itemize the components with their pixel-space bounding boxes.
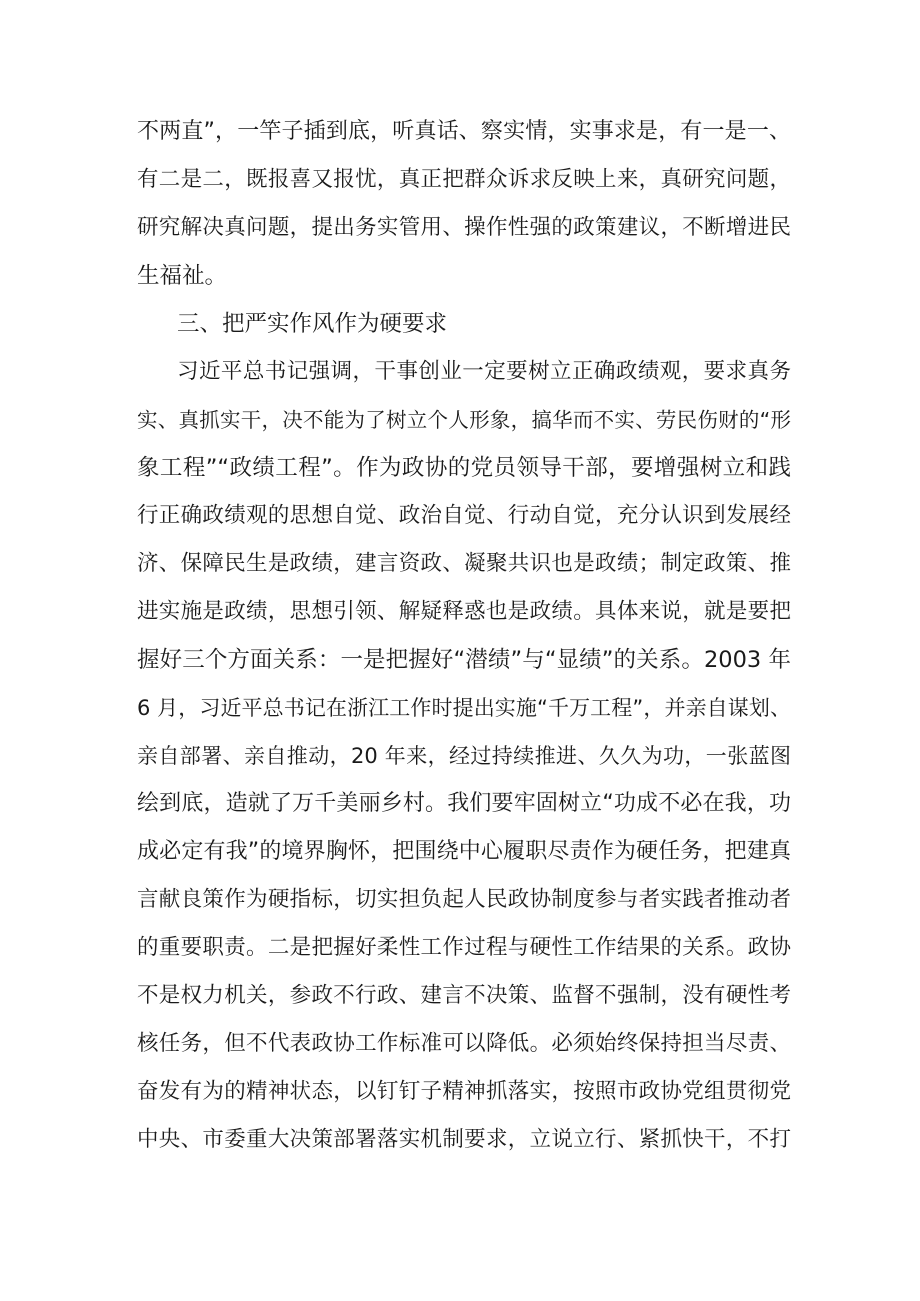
text-line: 奋发有为的精神状态，以钉钉子精神抓落实，按照市政协党组贯彻党: [137, 1079, 791, 1104]
text-line: 的重要职责。二是把握好柔性工作过程与硬性工作结果的关系。政协: [137, 935, 791, 960]
text-line: 进实施是政绩，思想引领、解疑释惑也是政绩。具体来说，就是要把: [137, 599, 791, 624]
text-line: 言献良策作为硬指标，切实担负起人民政协制度参与者实践者推动者: [137, 887, 791, 912]
text-line: 济、保障民生是政绩，建言资政、凝聚共识也是政绩；制定政策、推: [137, 551, 791, 576]
text-line: 不是权力机关，参政不行政、建言不决策、监督不强制，没有硬性考: [137, 983, 791, 1008]
text-line: 握好三个方面关系：一是把握好“潜绩”与“显绩”的关系。2003 年: [137, 647, 791, 673]
text-line: 行正确政绩观的思想自觉、政治自觉、行动自觉，充分认识到发展经: [137, 503, 791, 528]
text-line: 习近平总书记强调，干事创业一定要树立正确政绩观，要求真务: [177, 359, 791, 384]
text-line: 象工程”“政绩工程”。作为政协的党员领导干部，要增强树立和践: [137, 455, 791, 481]
text-line: 成必定有我”的境界胸怀，把围绕中心履职尽责作为硬任务，把建真: [137, 839, 791, 864]
text-line: 亲自部署、亲自推动，20 年来，经过持续推进、久久为功，一张蓝图: [137, 744, 791, 768]
text-line: 有二是二，既报喜又报忧，真正把群众诉求反映上来，真研究问题，: [137, 167, 791, 192]
section-heading: 三、把严实作风作为硬要求: [177, 311, 448, 337]
text-line: 中央、市委重大决策部署落实机制要求，立说立行、紧抓快干，不打: [137, 1127, 791, 1152]
text-line: 核任务，但不代表政协工作标准可以降低。必须始终保持担当尽责、: [137, 1031, 791, 1056]
text-line: 生福祉。: [137, 263, 228, 289]
text-line: 实、真抓实干，决不能为了树立个人形象，搞华而不实、劳民伤财的“形: [137, 408, 791, 432]
text-line: 研究解决真问题，提出务实管用、操作性强的政策建议，不断增进民: [137, 215, 791, 240]
text-line: 绘到底，造就了万千美丽乡村。我们要牢固树立“功成不必在我，功: [137, 791, 791, 816]
text-line: 6 月，习近平总书记在浙江工作时提出实施“千万工程”，并亲自谋划、: [137, 696, 791, 720]
text-line: 不两直”，一竿子插到底，听真话、察实情，实事求是，有一是一、: [137, 119, 791, 144]
